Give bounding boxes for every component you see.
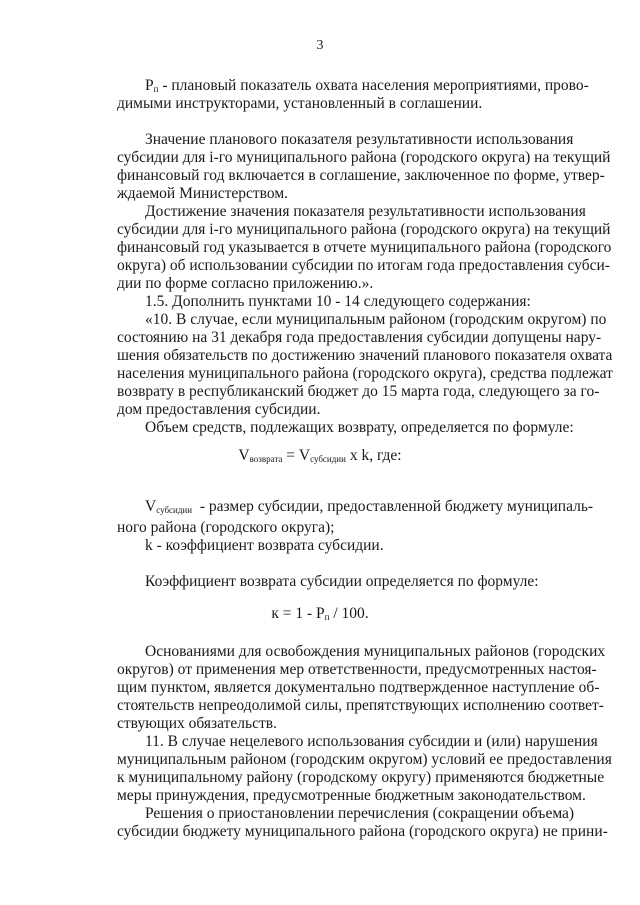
refund-formula-intro: Объем средств, подлежащих возврату, определяется по формуле: [145, 419, 574, 436]
paragraph-11-line: муниципальным районом (городским округом) условий ее предоставления [117, 751, 612, 768]
paragraph-decisions-line: Решения о приостановлении перечисления (сокращении объема) [145, 805, 575, 822]
paragraph-grounds-line: ствующих обязательств. [117, 715, 277, 732]
paragraph-10-line: дом предоставления субсидии. [117, 401, 321, 418]
paragraph-10-line: населения муниципального района (городского округа), средства подлежат [117, 365, 613, 382]
formula-refund: $V_{возврата} = V_{субсидии}$ x k, где: [238, 447, 402, 464]
paragraph-achievement-line: субсидии для i-го муниципального района (городского округа) на текущий [117, 221, 611, 238]
paragraph-achievement-line: Достижение значения показателя результативности использования [145, 203, 586, 220]
paragraph-grounds-line: Основаниями для освобождения муниципальных районов (городских [145, 643, 606, 660]
paragraph-grounds-line: щим пунктом, является документально подтвержденное наступление об- [117, 679, 600, 696]
paragraph-planned-line: Значение планового показателя результативности использования [145, 131, 574, 148]
paragraph-achievement-line: финансовый год указывается в отчете муниципального района (городского [117, 239, 612, 256]
paragraph-achievement-line: округа) об использовании субсидии по итогам года предоставления субси- [117, 257, 610, 274]
paragraph-decisions-line: субсидии бюджету муниципального района (городского округа) не прини- [117, 823, 608, 840]
item-1-5: 1.5. Дополнить пунктами 10 - 14 следующего содержания: [145, 293, 531, 310]
paragraph-grounds-line: стоятельств непреодолимой силы, препятствующих исполнению соответ- [117, 697, 604, 714]
coefficient-formula-intro: Коэффициент возврата субсидии определяется по формуле: [145, 573, 539, 590]
formula-coefficient: $к = 1 - P_п / 100$. [271, 605, 369, 622]
paragraph-planned-line: финансовый год включается в соглашение, заключенное по форме, утвер- [117, 167, 605, 184]
definition-v-line-1: $V_{субсидии}$ - размер субсидии, предоставленной бюджету муниципаль- [145, 498, 594, 515]
paragraph-10-line: состоянию на 31 декабря года предоставления субсидии допущены нару- [117, 329, 602, 346]
paragraph-achievement-line: дии по форме согласно приложению.». [117, 275, 374, 292]
var-p-subscript: п [153, 84, 159, 94]
paragraph-10-line: возврату в республиканский бюджет до 15 марта года, следующего за го- [117, 383, 600, 400]
paragraph-11-line: к муниципальному району (городскому округу) применяются бюджетные [117, 769, 605, 786]
paragraph-planned-line: субсидии для i-го муниципального района (городского округа) на текущий [117, 149, 611, 166]
paragraph-11-line: меры принуждения, предусмотренные бюджетным законодательством. [117, 787, 586, 804]
paragraph-10-line: «10. В случае, если муниципальным районом (городским округом) по [145, 311, 607, 328]
page-number: 3 [316, 38, 324, 53]
definition-p-line-2: димыми инструкторами, установленный в соглашении. [117, 95, 483, 112]
var-p: P [145, 77, 154, 94]
definition-p-line-1: $P_п$ - плановый показатель охвата населения мероприятиями, прово- [145, 77, 589, 94]
paragraph-planned-line: ждаемой Министерством. [117, 185, 289, 202]
paragraph-10-line: шения обязательств по достижению значений планового показателя охвата [117, 347, 613, 364]
paragraph-11-line: 11. В случае нецелевого использования субсидии и (или) нарушения [145, 733, 598, 750]
definition-k: k - коэффициент возврата субсидии. [145, 537, 384, 554]
definition-v-line-2: ного района (городского округа); [117, 519, 335, 536]
paragraph-grounds-line: округов) от применения мер ответственности, предусмотренных настоя- [117, 661, 597, 678]
